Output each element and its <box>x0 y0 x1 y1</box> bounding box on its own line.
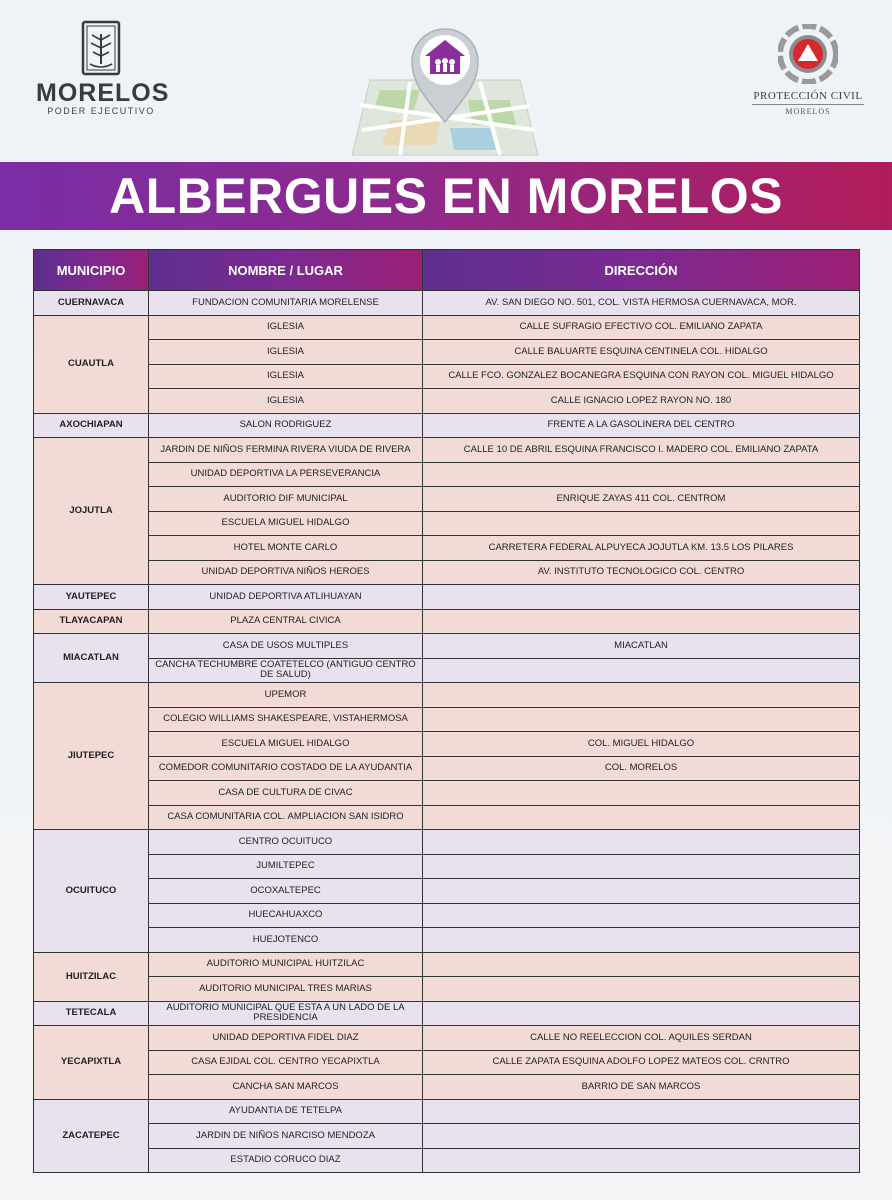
state-name: MORELOS <box>36 79 170 107</box>
direccion-cell: CALLE BALUARTE ESQUINA CENTINELA COL. HIDALGO <box>423 340 860 365</box>
nombre-lugar-cell: ESCUELA MIGUEL HIDALGO <box>149 732 423 757</box>
table-row <box>34 291 860 316</box>
table-row <box>34 879 860 904</box>
table-row <box>34 1099 860 1124</box>
nombre-lugar-cell: AUDITORIO MUNICIPAL QUE ESTA A UN LADO DE LA PRESIDENCIA <box>149 1001 423 1026</box>
nombre-lugar-cell: CASA EJIDAL COL. CENTRO YECAPIXTLA <box>149 1050 423 1075</box>
direccion-cell <box>423 1148 860 1173</box>
direccion-cell <box>423 1001 860 1026</box>
nombre-lugar-cell: IGLESIA <box>149 340 423 365</box>
morelos-shield-icon <box>80 20 122 76</box>
direccion-cell <box>423 683 860 708</box>
nombre-lugar-cell: CANCHA SAN MARCOS <box>149 1075 423 1100</box>
nombre-lugar-cell: IGLESIA <box>149 364 423 389</box>
table-row <box>34 903 860 928</box>
nombre-lugar-cell: HOTEL MONTE CARLO <box>149 536 423 561</box>
table-row <box>34 1050 860 1075</box>
proteccion-civil-name: PROTECCIÓN CIVIL <box>752 90 864 105</box>
direccion-cell <box>423 462 860 487</box>
table-row <box>34 977 860 1002</box>
title-banner <box>0 162 892 230</box>
table-row <box>34 609 860 634</box>
proteccion-civil-logo <box>752 24 864 116</box>
nombre-lugar-cell: COLEGIO WILLIAMS SHAKESPEARE, VISTAHERMOSA <box>149 707 423 732</box>
nombre-lugar-cell: COMEDOR COMUNITARIO COSTADO DE LA AYUDANTIA <box>149 756 423 781</box>
table-row <box>34 315 860 340</box>
direccion-cell <box>423 879 860 904</box>
direccion-cell: AV. INSTITUTO TECNOLOGICO COL. CENTRO <box>423 560 860 585</box>
direccion-cell <box>423 830 860 855</box>
direccion-cell: FRENTE A LA GASOLINERA DEL CENTRO <box>423 413 860 438</box>
nombre-lugar-cell: HUECAHUAXCO <box>149 903 423 928</box>
table-row <box>34 364 860 389</box>
table-row <box>34 1001 860 1026</box>
table-row <box>34 928 860 953</box>
direccion-cell <box>423 952 860 977</box>
municipio-cell: OCUITUCO <box>34 830 149 953</box>
municipio-cell: TETECALA <box>34 1001 149 1026</box>
municipio-cell: ZACATEPEC <box>34 1099 149 1173</box>
direccion-cell: ENRIQUE ZAYAS 411 COL. CENTROM <box>423 487 860 512</box>
direccion-cell: CALLE SUFRAGIO EFECTIVO COL. EMILIANO ZAPATA <box>423 315 860 340</box>
direccion-cell <box>423 609 860 634</box>
table-row <box>34 707 860 732</box>
direccion-cell: CALLE NO REELECCION COL. AQUILES SERDAN <box>423 1026 860 1051</box>
direccion-cell <box>423 1099 860 1124</box>
nombre-lugar-cell: AUDITORIO MUNICIPAL HUITZILAC <box>149 952 423 977</box>
nombre-lugar-cell: SALON RODRIGUEZ <box>149 413 423 438</box>
direccion-cell <box>423 511 860 536</box>
direccion-cell <box>423 977 860 1002</box>
shelter-map-pin-icon <box>350 10 540 160</box>
direccion-cell: COL. MIGUEL HIDALGO <box>423 732 860 757</box>
nombre-lugar-cell: CASA DE CULTURA DE CIVAC <box>149 781 423 806</box>
table-row <box>34 389 860 414</box>
nombre-lugar-cell: JARDIN DE NIÑOS FERMINA RIVERA VIUDA DE RIVERA <box>149 438 423 463</box>
direccion-cell <box>423 928 860 953</box>
direccion-cell <box>423 1124 860 1149</box>
table-row <box>34 634 860 659</box>
nombre-lugar-cell: ESCUELA MIGUEL HIDALGO <box>149 511 423 536</box>
nombre-lugar-cell: ESTADIO CORUCO DIAZ <box>149 1148 423 1173</box>
nombre-lugar-cell: JARDIN DE NIÑOS NARCISO MENDOZA <box>149 1124 423 1149</box>
nombre-lugar-cell: UNIDAD DEPORTIVA LA PERSEVERANCIA <box>149 462 423 487</box>
morelos-logo <box>36 20 170 117</box>
proteccion-civil-emblem-icon <box>778 24 838 84</box>
table-row <box>34 1026 860 1051</box>
shelters-table <box>33 249 860 1173</box>
direccion-cell: BARRIO DE SAN MARCOS <box>423 1075 860 1100</box>
nombre-lugar-cell: IGLESIA <box>149 315 423 340</box>
direccion-cell <box>423 658 860 683</box>
nombre-lugar-cell: UNIDAD DEPORTIVA ATLIHUAYAN <box>149 585 423 610</box>
direccion-cell: CALLE FCO. GONZALEZ BOCANEGRA ESQUINA CON RAYON COL. MIGUEL HIDALGO <box>423 364 860 389</box>
header <box>0 0 892 162</box>
nombre-lugar-cell: HUEJOTENCO <box>149 928 423 953</box>
table-row <box>34 1148 860 1173</box>
direccion-cell: MIACATLAN <box>423 634 860 659</box>
municipio-cell: AXOCHIAPAN <box>34 413 149 438</box>
nombre-lugar-cell: IGLESIA <box>149 389 423 414</box>
nombre-lugar-cell: UNIDAD DEPORTIVA FIDEL DIAZ <box>149 1026 423 1051</box>
nombre-lugar-cell: AYUDANTIA DE TETELPA <box>149 1099 423 1124</box>
nombre-lugar-cell: JUMILTEPEC <box>149 854 423 879</box>
direccion-cell <box>423 781 860 806</box>
municipio-cell: CUERNAVACA <box>34 291 149 316</box>
column-header-municipio: MUNICIPIO <box>34 250 149 291</box>
table-row <box>34 683 860 708</box>
table-row <box>34 854 860 879</box>
nombre-lugar-cell: CASA COMUNITARIA COL. AMPLIACION SAN ISIDRO <box>149 805 423 830</box>
nombre-lugar-cell: CENTRO OCUITUCO <box>149 830 423 855</box>
state-subtitle: PODER EJECUTIVO <box>47 106 155 116</box>
table-row <box>34 487 860 512</box>
table-row <box>34 830 860 855</box>
direccion-cell <box>423 854 860 879</box>
table-row <box>34 1075 860 1100</box>
page-title: ALBERGUES EN MORELOS <box>109 168 783 224</box>
table-row <box>34 438 860 463</box>
direccion-cell: CALLE 10 DE ABRIL ESQUINA FRANCISCO I. MADERO COL. EMILIANO ZAPATA <box>423 438 860 463</box>
direccion-cell <box>423 805 860 830</box>
direccion-cell <box>423 707 860 732</box>
column-header-nombre-lugar: NOMBRE / LUGAR <box>149 250 423 291</box>
nombre-lugar-cell: FUNDACION COMUNITARIA MORELENSE <box>149 291 423 316</box>
table-row <box>34 805 860 830</box>
proteccion-civil-subtitle: MORELOS <box>785 107 831 116</box>
table-row <box>34 732 860 757</box>
table-header-row <box>34 250 860 291</box>
nombre-lugar-cell: AUDITORIO DIF MUNICIPAL <box>149 487 423 512</box>
nombre-lugar-cell: OCOXALTEPEC <box>149 879 423 904</box>
municipio-cell: MIACATLAN <box>34 634 149 683</box>
table-row <box>34 560 860 585</box>
table-row <box>34 658 860 683</box>
municipio-cell: JOJUTLA <box>34 438 149 585</box>
table-row <box>34 781 860 806</box>
direccion-cell <box>423 585 860 610</box>
municipio-cell: YAUTEPEC <box>34 585 149 610</box>
direccion-cell <box>423 903 860 928</box>
table-row <box>34 756 860 781</box>
table-row <box>34 952 860 977</box>
municipio-cell: CUAUTLA <box>34 315 149 413</box>
municipio-cell: HUITZILAC <box>34 952 149 1001</box>
table-row <box>34 1124 860 1149</box>
municipio-cell: YECAPIXTLA <box>34 1026 149 1100</box>
table-row <box>34 511 860 536</box>
nombre-lugar-cell: UNIDAD DEPORTIVA NIÑOS HEROES <box>149 560 423 585</box>
direccion-cell: CARRETERA FEDERAL ALPUYECA JOJUTLA KM. 13.5 LOS PILARES <box>423 536 860 561</box>
direccion-cell: COL. MORELOS <box>423 756 860 781</box>
table-row <box>34 462 860 487</box>
municipio-cell: JIUTEPEC <box>34 683 149 830</box>
direccion-cell: CALLE IGNACIO LOPEZ RAYON NO. 180 <box>423 389 860 414</box>
nombre-lugar-cell: PLAZA CENTRAL CIVICA <box>149 609 423 634</box>
municipio-cell: TLAYACAPAN <box>34 609 149 634</box>
table-row <box>34 413 860 438</box>
nombre-lugar-cell: CANCHA TECHUMBRE COATETELCO (ANTIGUO CENTRO DE SALUD) <box>149 658 423 683</box>
direccion-cell: AV. SAN DIEGO NO. 501, COL. VISTA HERMOSA CUERNAVACA, MOR. <box>423 291 860 316</box>
table-body <box>34 291 860 1173</box>
nombre-lugar-cell: UPEMOR <box>149 683 423 708</box>
table-row <box>34 536 860 561</box>
table-row <box>34 585 860 610</box>
direccion-cell: CALLE ZAPATA ESQUINA ADOLFO LOPEZ MATEOS COL. CRNTRO <box>423 1050 860 1075</box>
table-row <box>34 340 860 365</box>
nombre-lugar-cell: AUDITORIO MUNICIPAL TRES MARIAS <box>149 977 423 1002</box>
column-header-direccion: DIRECCIÓN <box>423 250 860 291</box>
nombre-lugar-cell: CASA DE USOS MULTIPLES <box>149 634 423 659</box>
